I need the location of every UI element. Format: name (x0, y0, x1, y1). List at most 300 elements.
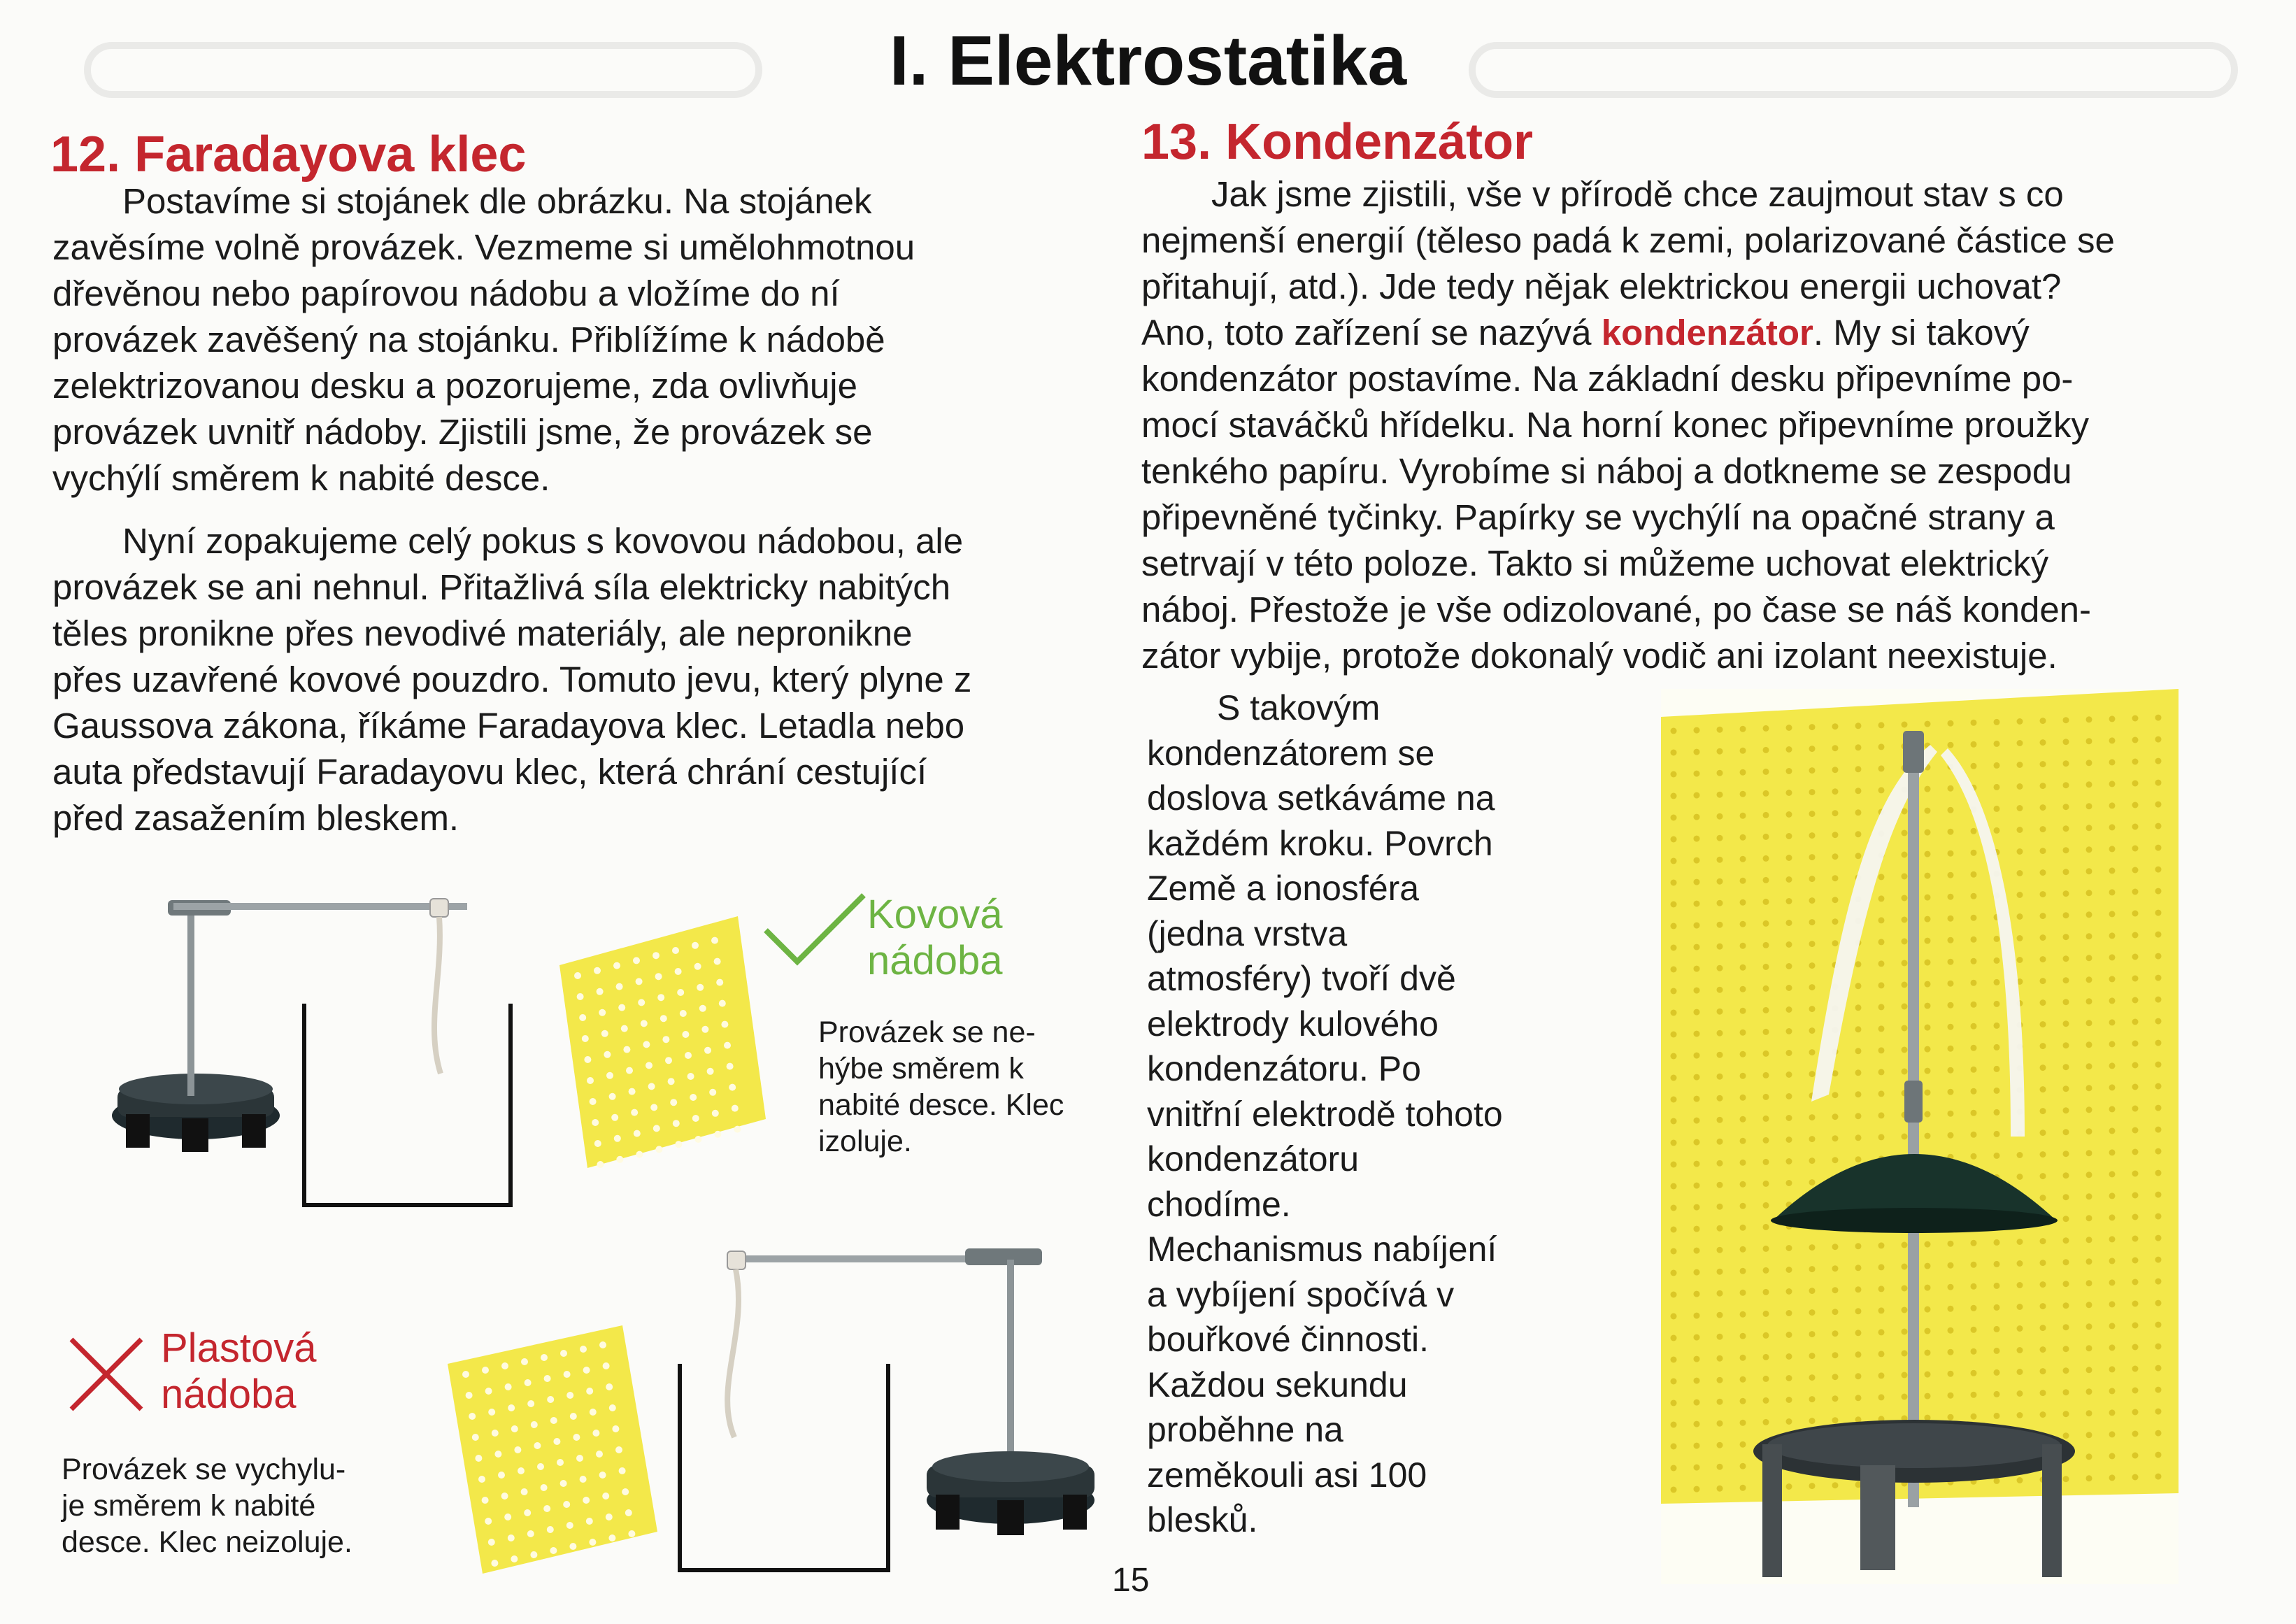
plate-hole (569, 1543, 576, 1550)
plate-hole (2086, 976, 2092, 983)
plate-hole (1832, 1352, 1839, 1358)
plate-hole (1809, 789, 1816, 795)
plate-hole (1809, 1071, 1816, 1077)
plate-hole (2109, 1084, 2116, 1090)
plate-hole (1925, 1285, 1931, 1291)
plate-hole (1948, 1046, 1954, 1052)
plate-hole (1671, 1032, 1677, 1038)
plate-hole (1786, 811, 1792, 818)
plate-hole (1717, 1095, 1723, 1102)
plate-hole (1763, 1202, 1769, 1209)
plate-hole (1902, 830, 1908, 836)
plate-hole (1925, 981, 1931, 988)
plate-hole (1671, 771, 1677, 778)
plate-hole (2017, 1412, 2023, 1418)
plate-hole (1671, 1118, 1677, 1125)
plate-hole (1994, 1304, 2000, 1311)
text-line: bouřkové činnosti. (1147, 1320, 1429, 1359)
plate-hole (1971, 1327, 1977, 1333)
plate-hole (521, 1488, 528, 1495)
plate-hole (586, 1388, 593, 1395)
plate-hole (2132, 824, 2139, 830)
plate-hole (1809, 1483, 1816, 1489)
plate-hole (2109, 715, 2116, 722)
plate-hole (2132, 737, 2139, 743)
plate-hole (1763, 1072, 1769, 1078)
plate-hole (2063, 1237, 2069, 1244)
plate-hole (2040, 934, 2046, 941)
plate-hole (2086, 998, 2092, 1004)
plate-hole (1832, 788, 1839, 795)
plate-hole (505, 1383, 512, 1390)
plate-hole (2109, 911, 2116, 917)
plate-hole (1763, 942, 1769, 948)
plate-hole (2132, 1431, 2139, 1437)
plate-hole (657, 994, 664, 1001)
text-line: Nyní zopakujeme celý pokus s kovovou nádobou, ale (122, 521, 964, 561)
plate-hole (619, 1467, 626, 1474)
plate-hole (1832, 1287, 1839, 1293)
plate-hole (1855, 788, 1862, 794)
plastic-container-label (161, 1325, 316, 1418)
plate-hole (1902, 1307, 1908, 1313)
plate-hole (1855, 1069, 1862, 1076)
plate-hole (2132, 781, 2139, 787)
plate-hole (1832, 1135, 1839, 1141)
plate-hole (1763, 1050, 1769, 1057)
plate-hole (583, 1367, 590, 1374)
label-line: Kovová (867, 892, 1003, 937)
plate-hole (2017, 827, 2023, 833)
plate-hole (2132, 911, 2139, 917)
plate-hole (1971, 763, 1977, 769)
plate-hole (2132, 1301, 2139, 1307)
plate-hole (2155, 715, 2162, 721)
plate-hole (2109, 1258, 2116, 1264)
plate-hole (580, 1476, 587, 1483)
plate-hole (1671, 1097, 1677, 1103)
plate-hole (1786, 1483, 1792, 1490)
capacitor-photo-illustration (1661, 689, 2179, 1584)
plate-hole (2132, 1192, 2139, 1199)
plate-hole (2155, 1040, 2162, 1046)
plate-hole (1925, 1372, 1931, 1378)
plate-hole (2155, 1213, 2162, 1220)
plate-hole (1694, 727, 1700, 734)
plate-hole (685, 1052, 692, 1059)
plate-hole (2109, 1019, 2116, 1025)
plate-hole (1694, 1204, 1700, 1211)
plate-hole (1763, 1397, 1769, 1404)
plate-hole (1694, 1031, 1700, 1037)
plate-hole (2086, 1432, 2092, 1438)
plate-hole (1717, 1204, 1723, 1210)
plate-hole (1671, 1248, 1677, 1255)
plate-hole (2040, 1390, 2046, 1396)
plate-hole (1671, 945, 1677, 951)
plate-hole (2017, 1304, 2023, 1310)
plate-hole (1809, 1136, 1816, 1142)
plate-hole (2063, 825, 2069, 832)
plate-hole (1694, 1334, 1700, 1341)
capacitor-earth-text (1147, 685, 1637, 1543)
plate-hole (2109, 1431, 2116, 1437)
plate-hole (2063, 955, 2069, 962)
plate-hole (606, 1383, 613, 1390)
plate-hole (1786, 855, 1792, 861)
plate-hole (2063, 999, 2069, 1005)
plate-hole (2155, 1322, 2162, 1328)
plate-hole (2132, 889, 2139, 895)
text-line: kondenzátorem se (1147, 733, 1435, 773)
plate-hole (1878, 1025, 1885, 1032)
plate-hole (1671, 1400, 1677, 1406)
plate-hole (1878, 1264, 1885, 1270)
plate-hole (478, 1476, 485, 1483)
text-line: (jedna vrstva (1147, 913, 1348, 953)
plate-hole (694, 963, 701, 970)
plate-hole (1994, 784, 2000, 790)
text-line: Země a ionosféra (1147, 869, 1420, 908)
plate-hole (2017, 1282, 2023, 1288)
plate-hole (1740, 1203, 1746, 1209)
plate-hole (2086, 1367, 2092, 1373)
plate-hole (1694, 814, 1700, 820)
plate-hole (466, 1392, 473, 1399)
plate-hole (2086, 825, 2092, 831)
plate-hole (2040, 804, 2046, 811)
plate-hole (1809, 1418, 1816, 1424)
plate-hole (2155, 932, 2162, 938)
plate-hole (1763, 1354, 1769, 1360)
plate-hole (2155, 1300, 2162, 1306)
plate-hole (2063, 1432, 2069, 1439)
plate-hole (1717, 900, 1723, 906)
plate-hole (2017, 892, 2023, 898)
plate-hole (1902, 1004, 1908, 1010)
plate-hole (2086, 1085, 2092, 1091)
plate-hole (2040, 1346, 2046, 1353)
plate-hole (2109, 1041, 2116, 1047)
plate-hole (1902, 1025, 1908, 1032)
plate-hole (2132, 1214, 2139, 1220)
plate-hole (2063, 804, 2069, 810)
plate-hole (1948, 742, 1954, 748)
plate-hole (1994, 1283, 2000, 1289)
plate-hole (1902, 1372, 1908, 1379)
plate-hole (2109, 1127, 2116, 1134)
plate-hole (511, 1425, 518, 1432)
plate-hole (1971, 915, 1977, 921)
plate-hole (616, 983, 623, 990)
plate-hole (1948, 1349, 1954, 1355)
plate-hole (2109, 846, 2116, 852)
plate-hole (1855, 1243, 1862, 1249)
plate-hole (629, 1088, 636, 1095)
plate-hole (1855, 1265, 1862, 1271)
plate-hole (2040, 978, 2046, 984)
plate-hole (594, 1140, 601, 1147)
plate-hole (1763, 747, 1769, 753)
plate-hole (1925, 895, 1931, 901)
plate-hole (1740, 1311, 1746, 1318)
plate-hole (2040, 1043, 2046, 1049)
text-line: kondenzátoru. Po (1147, 1049, 1421, 1088)
plate-hole (594, 967, 601, 974)
plate-hole (2132, 1344, 2139, 1351)
plate-hole (653, 1125, 660, 1132)
plate-hole (1671, 923, 1677, 929)
plate-hole (1902, 1394, 1908, 1400)
plate-hole (1994, 1023, 2000, 1029)
page-title: I. Elektrostatika (889, 22, 1407, 100)
plate-hole (675, 1141, 682, 1148)
plate-hole (1809, 1309, 1816, 1316)
text-line: vnitřní elektrodě tohoto (1147, 1094, 1503, 1134)
plate-hole (711, 937, 718, 944)
plate-hole (1809, 1244, 1816, 1251)
plate-hole (1717, 1117, 1723, 1123)
plate-hole (1855, 1286, 1862, 1292)
plate-hole (2086, 1020, 2092, 1026)
plate-hole (2155, 1452, 2162, 1458)
plate-hole (2017, 718, 2023, 725)
plate-hole (1786, 1050, 1792, 1056)
plate-hole (1740, 964, 1746, 971)
plate-hole (1763, 1224, 1769, 1230)
plate-hole (1971, 1045, 1977, 1051)
plate-hole (1717, 1182, 1723, 1188)
plate-hole (1740, 921, 1746, 927)
plate-hole (2155, 997, 2162, 1003)
plate-hole (1786, 1028, 1792, 1034)
plate-hole (2086, 846, 2092, 853)
plate-hole (1740, 1008, 1746, 1014)
plate-hole (729, 1084, 736, 1091)
plate-hole (1717, 1420, 1723, 1427)
plate-hole (1786, 1353, 1792, 1360)
section-heading-capacitor: 13. Kondenzátor (1141, 114, 1534, 170)
plate-hole (1832, 1482, 1839, 1488)
plate-hole (1786, 833, 1792, 839)
plate-hole (1809, 1179, 1816, 1185)
plate-hole (1740, 1398, 1746, 1404)
plate-hole (2063, 1324, 2069, 1330)
plate-hole (524, 1509, 531, 1516)
plate-hole (1671, 1422, 1677, 1428)
plate-hole (2086, 911, 2092, 918)
plate-hole (2063, 934, 2069, 940)
plate-hole (488, 1539, 495, 1546)
plate-hole (621, 1025, 628, 1032)
plate-hole (574, 972, 581, 979)
text-line: zavěsíme volně provázek. Vezmeme si umělohmotnou (52, 227, 915, 267)
plate-hole (1878, 1069, 1885, 1075)
plate-hole (1763, 1007, 1769, 1013)
plate-hole (1809, 1353, 1816, 1359)
plate-hole (1763, 790, 1769, 797)
plate-hole (2086, 955, 2092, 961)
plate-hole (692, 1115, 699, 1122)
plate-hole (1786, 1093, 1792, 1099)
charged-plate-metal (559, 916, 769, 1168)
plate-hole (1694, 1291, 1700, 1297)
plate-hole (1786, 963, 1792, 969)
plate-hole (560, 1350, 567, 1357)
plate-hole (1671, 858, 1677, 864)
plate-hole (1763, 985, 1769, 992)
plate-hole (1786, 768, 1792, 774)
plate-hole (2063, 1107, 2069, 1113)
plate-hole (648, 1083, 655, 1090)
plate-hole (611, 1114, 618, 1121)
plate-hole (1786, 1180, 1792, 1186)
plate-hole (1786, 1115, 1792, 1121)
plate-hole (643, 1041, 650, 1048)
plate-hole (608, 1534, 615, 1541)
plate-hole (1763, 834, 1769, 840)
label-line: Plastová (161, 1325, 317, 1371)
plate-hole (1786, 1267, 1792, 1273)
plate-hole (1855, 1113, 1862, 1119)
plate-hole (1717, 1464, 1723, 1470)
plate-hole (1971, 1132, 1977, 1138)
plate-hole (1717, 1139, 1723, 1145)
plate-hole (587, 1077, 594, 1084)
plate-hole (1855, 722, 1862, 729)
plate-hole (1763, 920, 1769, 927)
plate-hole (1971, 1067, 1977, 1073)
plate-hole (2155, 736, 2162, 743)
plate-hole (2086, 1280, 2092, 1286)
plate-hole (692, 942, 699, 949)
plate-hole (1855, 961, 1862, 967)
plate-hole (633, 957, 640, 964)
plate-hole (1855, 1330, 1862, 1336)
plate-hole (1948, 1089, 1954, 1095)
plate-hole (1717, 1442, 1723, 1448)
plate-hole (609, 1093, 616, 1100)
plate-hole (1832, 1244, 1839, 1250)
text-line: provázek zavěšený na stojánku. Přiblížíme k nádobě (52, 320, 885, 359)
plate-hole (2086, 1258, 2092, 1265)
plate-hole (1925, 960, 1931, 966)
plate-hole (1948, 1306, 1954, 1312)
plate-hole (2132, 1062, 2139, 1069)
plate-hole (1971, 720, 1977, 726)
plate-hole (1925, 808, 1931, 814)
plate-hole (2132, 1279, 2139, 1285)
plate-hole (1948, 937, 1954, 943)
plate-hole (584, 1056, 591, 1063)
plate-hole (2086, 1453, 2092, 1460)
plate-hole (1948, 807, 1954, 813)
plate-hole (1763, 1137, 1769, 1144)
plate-hole (1994, 957, 2000, 964)
plate-hole (1671, 1162, 1677, 1168)
plate-hole (596, 1451, 603, 1458)
plate-hole (2063, 1346, 2069, 1352)
plate-hole (1717, 1334, 1723, 1340)
plate-hole (1717, 1290, 1723, 1297)
caption-line: izoluje. (818, 1125, 912, 1158)
plate-hole (655, 1146, 662, 1153)
plate-hole (1694, 879, 1700, 885)
plate-hole (625, 1509, 632, 1516)
plate-hole (1809, 962, 1816, 969)
plate-hole (2063, 1216, 2069, 1222)
plate-hole (2109, 737, 2116, 743)
plate-hole (1786, 1310, 1792, 1316)
plate-hole (1786, 746, 1792, 753)
plate-hole (1832, 745, 1839, 751)
plate-hole (2155, 823, 2162, 829)
plate-hole (1717, 1399, 1723, 1405)
plate-hole (1763, 1376, 1769, 1382)
plate-hole (1971, 828, 1977, 834)
plate-hole (716, 979, 723, 986)
plate-hole (2040, 956, 2046, 962)
plate-hole (2063, 782, 2069, 788)
plate-hole (1948, 850, 1954, 857)
plate-hole (2040, 1064, 2046, 1071)
plate-hole (1694, 1465, 1700, 1471)
plate-hole (1717, 965, 1723, 971)
plate-hole (1740, 986, 1746, 992)
plate-hole (501, 1493, 508, 1500)
plate-hole (583, 1497, 590, 1504)
plate-hole (1740, 1333, 1746, 1339)
plate-hole (2086, 716, 2092, 722)
plate-hole (1832, 1265, 1839, 1272)
plate-hole (1786, 898, 1792, 904)
plate-hole (1948, 894, 1954, 900)
plate-hole (2017, 957, 2023, 963)
plate-hole (1786, 876, 1792, 883)
plate-hole (1694, 1053, 1700, 1059)
plate-hole (1878, 765, 1885, 771)
plate-hole (1740, 1441, 1746, 1448)
plate-hole (1740, 1160, 1746, 1166)
plate-hole (1809, 832, 1816, 839)
plate-hole (2132, 1236, 2139, 1242)
plate-hole (1994, 1326, 2000, 1332)
text-line: zeměkouli asi 100 (1147, 1455, 1427, 1495)
plate-hole (1671, 1487, 1677, 1493)
plate-hole (1671, 880, 1677, 886)
plate-hole (1925, 916, 1931, 923)
plate-hole (1717, 1312, 1723, 1318)
plate-hole (2040, 913, 2046, 919)
plate-hole (1763, 1029, 1769, 1035)
plate-hole (1948, 1392, 1954, 1399)
plate-hole (1717, 835, 1723, 841)
plate-hole (1763, 1419, 1769, 1425)
plate-hole (2086, 1345, 2092, 1351)
plate-hole (2040, 739, 2046, 746)
faraday-stand-figure-metal (91, 878, 552, 1213)
plate-hole (488, 1409, 495, 1416)
text-line: dřevěnou nebo papírovou nádobu a vložíme do ní (52, 273, 840, 313)
plate-hole (1694, 1096, 1700, 1102)
plate-hole (2086, 1302, 2092, 1308)
plate-hole (577, 993, 584, 1000)
plate-hole (1971, 871, 1977, 878)
plate-hole (586, 1518, 593, 1525)
plate-hole (541, 1354, 548, 1361)
plate-hole (498, 1472, 505, 1479)
plate-hole (2109, 867, 2116, 874)
